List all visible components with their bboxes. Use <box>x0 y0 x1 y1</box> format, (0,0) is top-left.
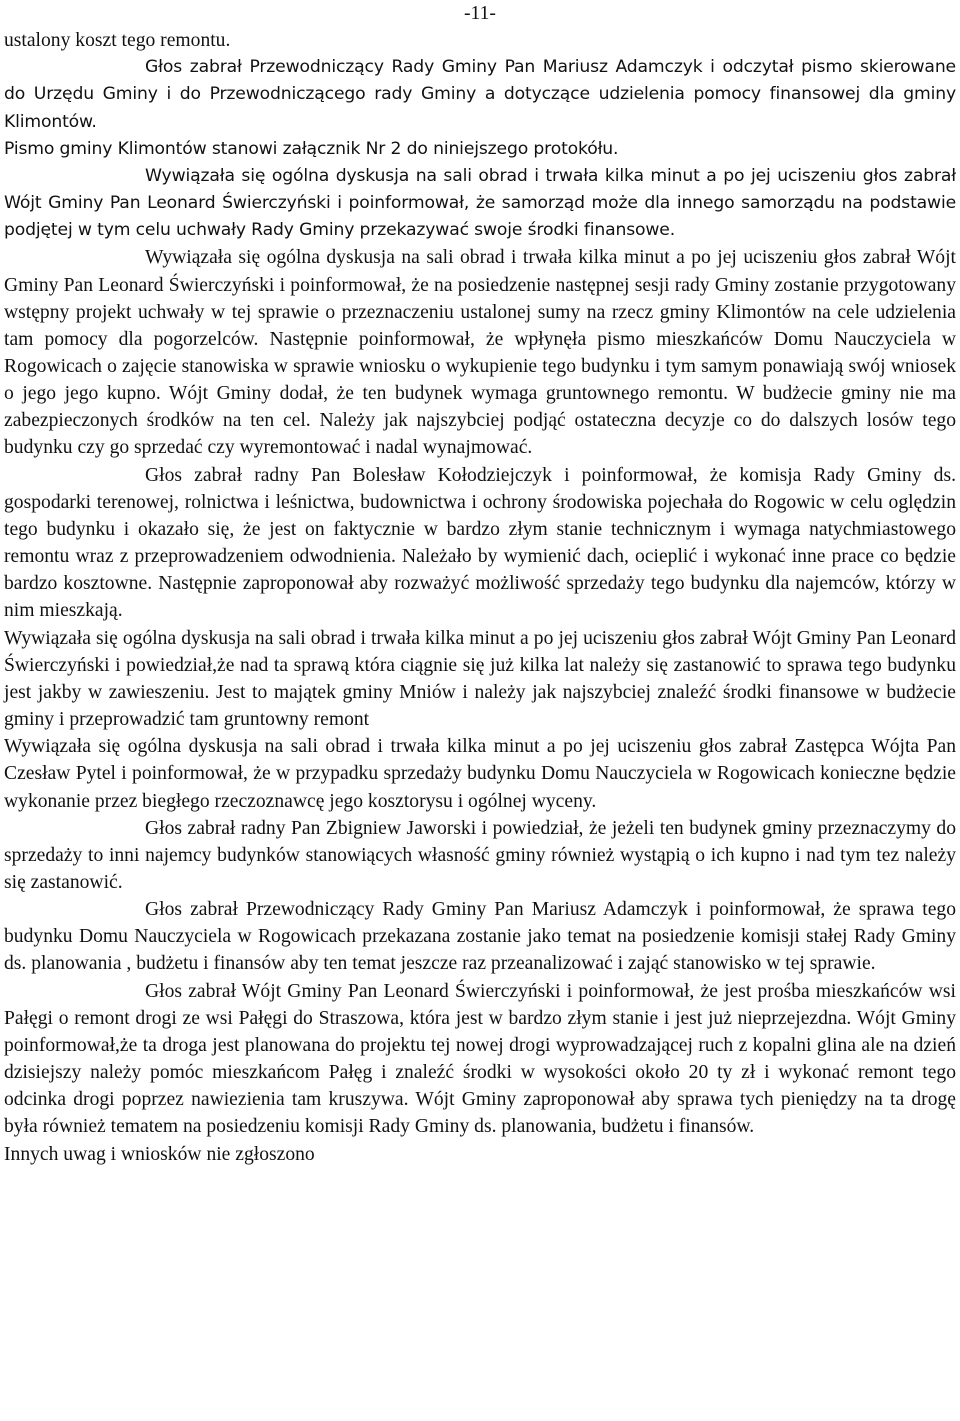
document-body <box>4 27 956 1168</box>
document-page <box>4 0 956 1168</box>
paragraph: Głos zabrał radny Pan Bolesław Kołodziejczyk i poinformował, że komisja Rady Gminy ds. gospodarki terenowej, rolnictwa i leśnictwa, budownictwa i ochrony środowiska pojechała do Rogowic w celu oględzin tego budynku i okazało się, że jest on faktycznie w bardzo złym stanie technicznym i wymaga natychmiastowego remontu wraz z przeprowadzeniem odwodnienia. Należało by wymienić dach, ocieplić i wykonać inne prace co będzie bardzo kosztowne. Następnie zaproponował aby rozważyć możliwość sprzedaży tego budynku dla najemców, którzy w nim mieszkają. <box>4 464 956 622</box>
paragraph: Głos zabrał radny Pan Zbigniew Jaworski i powiedział, że jeżeli ten budynek gminy przeznaczymy do sprzedaży to inni najemcy budynków stanowiących własność gminy również wystąpią o ich kupno i nad tym tez należy się zastanowić. <box>4 817 956 893</box>
paragraph: ustalony koszt tego remontu. <box>4 30 231 52</box>
paragraph: Głos zabrał Wójt Gminy Pan Leonard Świerczyński i poinformował, że jest prośba mieszkańców wsi Pałęgi o remont drogi ze wsi Pałęgi do Straszowa, która jest w bardzo złym stanie i jest już nieprzejezdna. Wójt Gminy poinformował,że ta droga jest planowana do projektu tej nowej drogi wyprowadzającej ruch z kopalni glina ale na dzień dzisiejszy należy pomóc mieszkańcom Pałęg i znaleźć środki w wysokości około 20 ty zł i wykonać remont tego odcinka drogi poprzez nawiezienia tam kruszywa. Wójt Gminy zaproponował aby sprawa tych pieniędzy na ta drogę była również tematem na posiedzeniu komisji Rady Gminy ds. planowania, budżetu i finansów. <box>4 980 956 1138</box>
paragraph: Głos zabrał Przewodniczący Rady Gminy Pan Mariusz Adamczyk i poinformował, że sprawa tego budynku Domu Nauczyciela w Rogowicach przekazana zostanie jako temat na posiedzenie komisji stałej Rady Gminy ds. planowania , budżetu i finansów aby ten temat jeszcze raz przeanalizować i zająć stanowisko w tej sprawie. <box>4 899 956 975</box>
page-number: -11- <box>464 3 496 24</box>
paragraph: Wywiązała się ogólna dyskusja na sali obrad i trwała kilka minut a po jej uciszeniu głos zabrał Wójt Gminy Pan Leonard Świerczyński i powiedział,że nad ta sprawą która ciągnie się już kilka lat należy się zastanowić to sprawa tego budynku jest jakby w zawieszeniu. Jest to majątek gminy Mniów i należy jak najszybciej znaleźć środki finansowe w budżecie gminy i przeprowadzić tam gruntowny remont <box>4 627 956 731</box>
paragraph: Wywiązała się ogólna dyskusja na sali obrad i trwała kilka minut a po jej uciszeniu głos zabrał Wójt Gminy Pan Leonard Świerczyński i poinformował, że samorząd może dla innego samorządu na podstawie podjętej w tym celu uchwały Rady Gminy przekazywać swoje środki finansowe. <box>4 165 956 241</box>
paragraph: Wywiązała się ogólna dyskusja na sali obrad i trwała kilka minut a po jej uciszeniu głos zabrał Zastępca Wójta Pan Czesław Pytel i poinformował, że w przypadku sprzedaży budynku Domu Nauczyciela w Rogowicach konieczne będzie wykonanie przez biegłego rzeczoznawcę jego kosztorysu i ogólnej wyceny. <box>4 736 956 812</box>
paragraph: Innych uwag i wniosków nie zgłoszono <box>4 1143 315 1165</box>
paragraph: Wywiązała się ogólna dyskusja na sali obrad i trwała kilka minut a po jej uciszeniu głos zabrał Wójt Gminy Pan Leonard Świerczyński i poinformował, że na posiedzenie następnej sesji rady Gminy zostanie przygotowany wstępny projekt uchwały w tej sprawie o przeznaczeniu ustalonej sumy na rzecz gminy Klimontów na cele udzielenia tam pomocy dla pogorzelców. Następnie poinformował, że wpłynęła pismo mieszkańców Domu Nauczyciela w Rogowicach o zajęcie stanowiska w sprawie wniosku o wykupienie tego budynku i tym samym ponawiają swój wniosek o jego jego kupno. Wójt Gminy dodał, że ten budynek wymaga gruntownego remontu. W budżecie gminy nie ma zabezpieczonych środków na ten cel. Należy jak najszybciej podjąć ostateczna decyzje co do dalszych losów tego budynku czy go sprzedać czy wyremontować i nadal wynajmować. <box>4 247 956 459</box>
paragraph: Pismo gminy Klimontów stanowi załącznik Nr 2 do niniejszego protokółu. <box>4 138 619 159</box>
paragraph: Głos zabrał Przewodniczący Rady Gminy Pan Mariusz Adamczyk i odczytał pismo skierowane do Urzędu Gminy i do Przewodniczącego rady Gminy a dotyczące udzielenia pomocy finansowej dla gminy Klimontów. <box>4 57 956 132</box>
